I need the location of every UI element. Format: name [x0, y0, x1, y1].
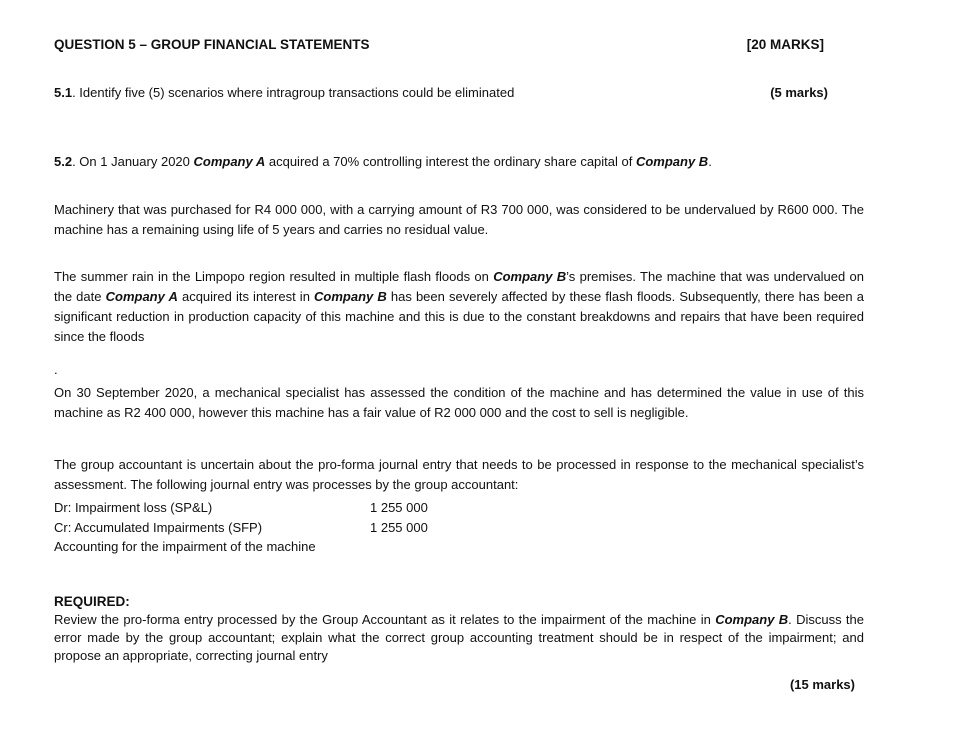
journal-entry — [54, 498, 554, 557]
question-5-1 — [54, 85, 828, 100]
required-text-a: Review the pro-forma entry processed by the Group Accountant as it relates to the impairment of the machine in — [54, 612, 716, 627]
q52-intro-c: . — [708, 154, 712, 169]
rain-text-b: ’s premises. The machine that was undervalued on the date — [54, 269, 865, 304]
rain-text-d: has been severely affected by these flash floods. Subsequently, there has been a significant reduction in production capacity of this machine and this is due to the constant breakdowns and repairs that have been required since the floods — [54, 289, 864, 344]
q52-company-a: Company A — [193, 154, 266, 169]
required-company-b: Company B — [715, 612, 789, 627]
journal-debit-row — [54, 498, 554, 518]
journal-credit-label: Cr: Accumulated Impairments (SFP) — [54, 519, 263, 535]
question-header — [54, 37, 824, 52]
paragraph-rain — [54, 267, 864, 347]
stray-dot: . — [54, 362, 58, 377]
question-title: QUESTION 5 – GROUP FINANCIAL STATEMENTS — [54, 37, 370, 52]
rain-company-a: Company A — [105, 289, 178, 304]
required-title: REQUIRED: — [54, 594, 130, 609]
q52-number: 5.2 — [54, 154, 73, 169]
required-text-b: . Discuss the error made by the group accountant; explain what the correct group accounting treatment should be in respect of the impairment; and propose an appropriate, correcting journal entry — [54, 612, 865, 663]
rain-company-b-1: Company B — [493, 269, 567, 284]
required-marks: (15 marks) — [789, 677, 855, 692]
q51-text: . Identify five (5) scenarios where intragroup transactions could be eliminated — [72, 85, 515, 100]
rain-text-a: The summer rain in the Limpopo region resulted in multiple flash floods on — [54, 269, 494, 284]
required-body — [54, 611, 864, 665]
q52-intro-b: acquired a 70% controlling interest the ordinary share capital of — [265, 154, 636, 169]
q52-company-b: Company B — [635, 154, 709, 169]
q51-number: 5.1 — [54, 85, 73, 100]
question-5-2-intro — [54, 152, 864, 172]
journal-narration: Accounting for the impairment of the machine — [54, 539, 316, 554]
q52-intro-a: . On 1 January 2020 — [72, 154, 194, 169]
rain-company-b-2: Company B — [314, 289, 387, 304]
q51-marks: (5 marks) — [770, 85, 828, 100]
question-marks: [20 MARKS] — [746, 37, 824, 52]
journal-debit-amount: 1 255 000 — [370, 500, 428, 515]
rain-text-c: acquired its interest in — [177, 289, 315, 304]
journal-debit-label: Dr: Impairment loss (SP&L) — [54, 500, 213, 515]
journal-credit-row — [54, 518, 554, 538]
paragraph-specialist: On 30 September 2020, a mechanical specialist has assessed the condition of the machine and has determined the value in use of this machine as R2 400 000, however this machine has a fair value of R2 000 000 and the cost to sell is negligible. — [54, 385, 864, 420]
journal-credit-amount: 1 255 000 — [370, 519, 428, 535]
paragraph-accountant: The group accountant is uncertain about the pro-forma journal entry that needs to be processed in response to the mechanical specialist’s assessment. The following journal entry was processes by the group accountant: — [54, 457, 864, 492]
paragraph-machinery: Machinery that was purchased for R4 000 000, with a carrying amount of R3 700 000, was considered to be undervalued by R600 000. The machine has a remaining using life of 5 years and carries no residual value. — [54, 202, 864, 237]
